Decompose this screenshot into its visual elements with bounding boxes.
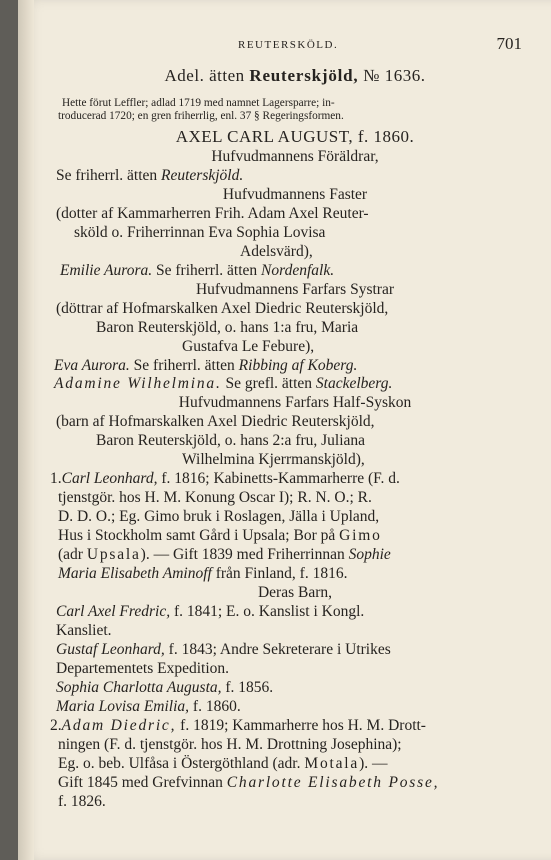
book-page [18,0,551,860]
page-number: 701 [496,34,522,53]
text-line: Eg. o. beb. Ulfåsa i Östergöthland (adr. Motala). — [58,755,388,772]
child-maria: Maria Lovisa Emilia, f. 1860. [56,698,241,715]
child-carl-axel: Carl Axel Fredric, f. 1841; E. o. Kanslist i Kongl. [56,603,365,620]
text-line: tjenstgör. hos H. M. Konung Oscar I); R. N. O.; R. [58,489,372,506]
family-title [60,66,530,85]
text-line: sköld o. Friherrinnan Eva Sophia Lovisa [74,224,326,241]
title-name: Reuterskjöld, [249,66,359,85]
text-line: Kansliet. [56,622,112,639]
text-line: Baron Reuterskjöld, o. hans 2:a fru, Juliana [96,432,366,449]
page-gutter [18,0,34,860]
entry-carl-leonhard: 1.Carl Leonhard, f. 1816; Kabinetts-Kammarherre (F. d. [50,470,400,487]
text-line: Gift 1845 med Grefvinnan Charlotte Elisabeth Posse, [58,774,440,791]
child-gustaf: Gustaf Leonhard, f. 1843; Andre Sekreterare i Utrikes [56,641,391,658]
text-line: Emilie Aurora. Se friherrl. ätten Nordenfalk. [60,262,335,279]
head-person: AXEL CARL AUGUST, f. 1860. [175,127,415,146]
section-heading: Hufvudmannens Föräldrar, [211,148,379,165]
text-line: Eva Aurora. Se friherrl. ätten Ribbing af Koberg. [54,357,358,374]
section-heading: Hufvudmannens Farfars Systrar [195,281,394,298]
text-line: (dotter af Kammarherren Frih. Adam Axel Reuter- [56,205,369,222]
running-title: REUTERSKÖLD. [238,39,339,51]
title-number: № 1636. [363,66,426,85]
text-line: Maria Elisabeth Aminoff från Finland, f. 1816. [58,565,348,582]
text-line: Wilhelmina Kjerrmanskjöld), [182,451,365,468]
text-line: (döttrar af Hofmarskalken Axel Diedric Reuterskjöld, [56,300,389,317]
child-sophia: Sophia Charlotta Augusta, f. 1856. [56,679,274,696]
intro-line-1: Hette förut Leffler; adlad 1719 med namnet Lagersparre; in- [62,97,335,109]
text-line: (barn af Hofmarskalken Axel Diedric Reuterskjöld, [56,413,375,430]
text-line: Se friherrl. ätten Reuterskjöld. [56,167,244,184]
text-line: f. 1826. [58,793,106,810]
text-line: ningen (F. d. tjenstgör. hos H. M. Drottning Josephina); [58,736,402,753]
text-line: Departementets Expedition. [56,660,230,677]
text-line: Adamine Wilhelmina. Se grefl. ätten Stackelberg. [54,375,393,392]
section-heading: Deras Barn, [257,584,333,601]
text-line: Gustafva Le Febure), [182,338,315,355]
intro-line-2: troducerad 1720; en gren friherrlig, enl. 37 § Regeringsformen. [58,110,344,122]
title-prefix: Adel. ätten [164,66,245,85]
text-line: Hus i Stockholm samt Gård i Upsala; Bor på Gimo [58,527,382,544]
entry-adam-diedric: 2.Adam Diedric, f. 1819; Kammarherre hos H. M. Drott- [50,717,426,734]
section-heading: Hufvudmannens Faster [222,186,368,203]
text-line: (adr Upsala). — Gift 1839 med Friherrinnan Sophie [58,546,391,563]
text-line: Adelsvärd), [240,243,313,260]
text-line: D. D. O.; Eg. Gimo bruk i Roslagen, Jälla i Upland, [58,508,380,525]
text-line: Baron Reuterskjöld, o. hans 1:a fru, Maria [96,319,359,336]
section-heading: Hufvudmannens Farfars Half-Syskon [178,394,412,411]
